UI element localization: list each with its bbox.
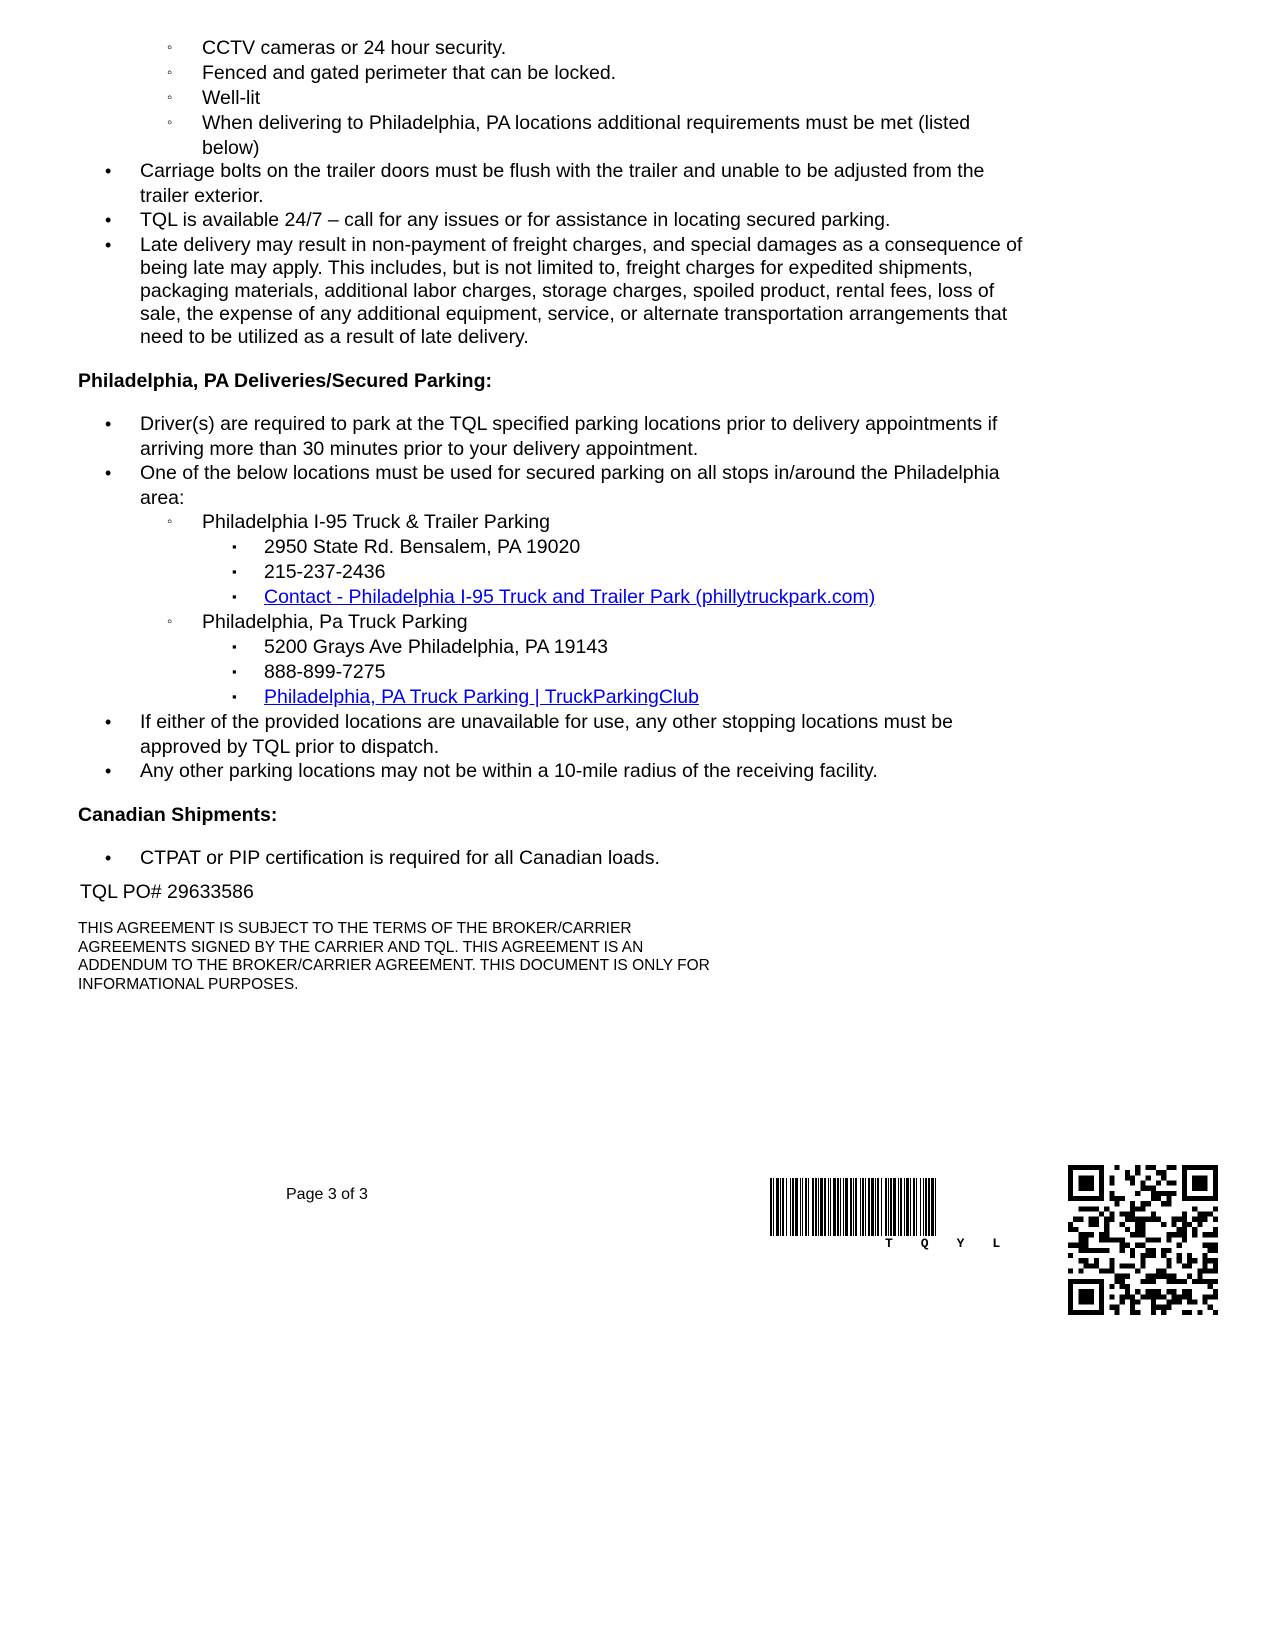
driver-requirement-text: Driver(s) are required to park at the TQL specified parking locations prior to delivery appointments if: [140, 413, 998, 435]
late-delivery-text: need to be utilized as a result of late delivery.: [140, 326, 529, 348]
bullet-square: ▪: [232, 589, 237, 604]
bullet-dot: •: [105, 712, 112, 732]
page-number: Page 3 of 3: [286, 1186, 368, 1203]
bullet-square: ▪: [232, 564, 237, 579]
list-item-continued: below): [202, 137, 260, 159]
list-item: Well-lit: [202, 87, 261, 109]
secured-parking-text: area:: [140, 487, 185, 509]
radius-text: Any other parking locations may not be within a 10-mile radius of the receiving facility.: [140, 760, 878, 782]
disclaimer-line: ADDENDUM TO THE BROKER/CARRIER AGREEMENT. THIS DOCUMENT IS ONLY FOR: [78, 957, 710, 974]
location-1-link[interactable]: Contact - Philadelphia I-95 Truck and Trailer Park (phillytruckpark.com): [264, 586, 876, 608]
bullet-dot: •: [105, 848, 112, 868]
list-item: Fenced and gated perimeter that can be locked.: [202, 62, 617, 84]
location-1-address: 2950 State Rd. Bensalem, PA 19020: [264, 536, 581, 558]
disclaimer-line: THIS AGREEMENT IS SUBJECT TO THE TERMS OF THE BROKER/CARRIER: [78, 920, 632, 937]
list-item: When delivering to Philadelphia, PA locations additional requirements must be met (listed: [202, 112, 971, 134]
bullet-dot: •: [105, 414, 112, 434]
bullet-dot: •: [105, 761, 112, 781]
disclaimer-line: INFORMATIONAL PURPOSES.: [78, 975, 299, 993]
bullet-dot: •: [105, 161, 112, 181]
barcode-text: TQYL: [885, 1236, 1029, 1251]
carriage-bolts-text: Carriage bolts on the trailer doors must be flush with the trailer and unable to be adjusted from the: [140, 160, 985, 182]
bullet-hollow: ◦: [167, 114, 173, 131]
disclaimer: [78, 920, 798, 994]
canadian-heading: Canadian Shipments:: [78, 804, 278, 826]
bullet-dot: •: [105, 210, 112, 230]
tql-available-text: TQL is available 24/7 – call for any issues or for assistance in locating secured parking.: [140, 209, 891, 231]
bullet-hollow: ◦: [167, 89, 173, 106]
po-number: TQL PO# 29633586: [80, 881, 254, 903]
bullet-dot: •: [105, 235, 112, 255]
bullet-hollow: ◦: [167, 613, 173, 630]
late-delivery-text: sale, the expense of any additional equipment, service, or alternate transportation arrangements that: [140, 303, 1008, 325]
carriage-bolts-text: trailer exterior.: [140, 185, 264, 207]
driver-requirement-text: arriving more than 30 minutes prior to your delivery appointment.: [140, 438, 699, 460]
bullet-hollow: ◦: [167, 39, 173, 56]
location-2-phone: 888-899-7275: [264, 661, 386, 683]
either-unavailable-text: approved by TQL prior to dispatch.: [140, 736, 440, 758]
location-2-address: 5200 Grays Ave Philadelphia, PA 19143: [264, 636, 609, 658]
disclaimer-line: AGREEMENTS SIGNED BY THE CARRIER AND TQL. THIS AGREEMENT IS AN: [78, 938, 644, 956]
barcode: [770, 1178, 1052, 1236]
bullet-hollow: ◦: [167, 64, 173, 81]
location-2-name: Philadelphia, Pa Truck Parking: [202, 611, 468, 633]
secured-parking-text: One of the below locations must be used for secured parking on all stops in/around the Philadelphia: [140, 462, 1000, 484]
bullet-square: ▪: [232, 664, 237, 679]
bullet-square: ▪: [232, 689, 237, 704]
bullet-square: ▪: [232, 539, 237, 554]
ctpat-text: CTPAT or PIP certification is required for all Canadian loads.: [140, 847, 660, 869]
bullet-hollow: ◦: [167, 513, 173, 530]
location-1-name: Philadelphia I-95 Truck & Trailer Parking: [202, 511, 550, 533]
philadelphia-heading: Philadelphia, PA Deliveries/Secured Parking:: [78, 370, 492, 392]
bullet-dot: •: [105, 463, 112, 483]
late-delivery-text: being late may apply. This includes, but is not limited to, freight charges for expedited shipments,: [140, 257, 973, 279]
list-item: CCTV cameras or 24 hour security.: [202, 37, 507, 59]
location-2-link[interactable]: Philadelphia, PA Truck Parking | TruckParkingClub: [264, 686, 699, 708]
bullet-square: ▪: [232, 639, 237, 654]
either-unavailable-text: If either of the provided locations are unavailable for use, any other stopping locations must be: [140, 711, 953, 733]
late-delivery-text: packaging materials, additional labor charges, storage charges, spoiled product, rental fees, loss of: [140, 280, 995, 302]
late-delivery-text: Late delivery may result in non-payment of freight charges, and special damages as a consequence of: [140, 234, 1023, 256]
qr-code: [1068, 1165, 1218, 1315]
location-1-phone: 215-237-2436: [264, 561, 386, 583]
